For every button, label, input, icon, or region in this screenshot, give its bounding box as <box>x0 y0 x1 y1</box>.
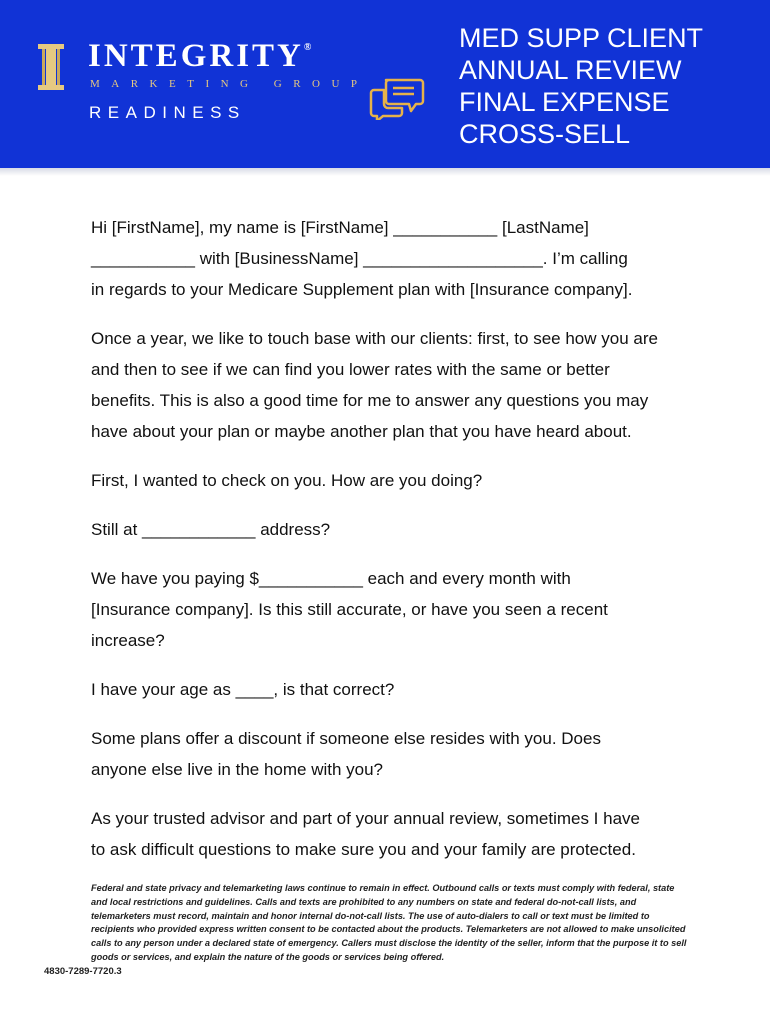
integrity-logo-icon <box>38 44 64 90</box>
title-line: CROSS-SELL <box>459 119 631 149</box>
document-number: 4830-7289-7720.3 <box>44 966 122 977</box>
document-title <box>459 22 759 150</box>
header-banner <box>0 0 770 168</box>
title-line: ANNUAL REVIEW <box>459 55 682 85</box>
script-purpose: Once a year, we like to touch base with our clients: first, to see how you are and then to see if we can find you lower rates with the same or better benefits. This is also a good time for me to answer any questions you may have about your plan or maybe another plan that you have heard about. <box>91 329 658 441</box>
script-age: I have your age as ____, is that correct? <box>91 680 395 699</box>
legal-disclaimer: Federal and state privacy and telemarketing laws continue to remain in effect. Outbound calls or texts must comply with federal, state and local restrictions and guidelines. Calls and texts are prohibited to any numbers on state and federal do-not-call lists, and telemarketers must record, maintain and honor internal do-not-call lists. The use of auto-dialers to call or text must be limited to recipients who provided express written consent to be contacted about the products. Telemarketers are not allowed to make unsolicited calls to any person under a declared state of emergency. Callers must disclose the identity of the seller, inform that the purpose it to sell goods or services, and explain the nature of the goods or services being offered. <box>91 883 687 962</box>
script-household: Some plans offer a discount if someone else resides with you. Does anyone else live in the home with you? <box>91 729 601 779</box>
brand-name-text: INTEGRITY <box>88 38 304 74</box>
registered-mark: ® <box>303 42 312 53</box>
script-advisor: As your trusted advisor and part of your annual review, sometimes I have to ask difficult questions to make sure you and your family are protected. <box>91 809 640 859</box>
script-check-in: First, I wanted to check on you. How are you doing? <box>91 471 483 490</box>
banner-shadow <box>0 168 770 176</box>
brand-subtitle: MARKETING GROUP <box>90 78 369 90</box>
title-line: MED SUPP CLIENT <box>459 23 704 53</box>
script-address: Still at ____________ address? <box>91 520 331 539</box>
chat-bubbles-icon <box>366 76 426 120</box>
program-name: READINESS <box>89 103 246 122</box>
script-premium: We have you paying $___________ each and every month with [Insurance company]. Is this still accurate, or have you seen a recent increase? <box>91 569 608 650</box>
script-intro: Hi [FirstName], my name is [FirstName] ___________ [LastName] ___________ with [BusinessName] ___________________. I’m calling in regards to your Medicare Supplement plan with [Insurance company]. <box>91 218 633 299</box>
call-script <box>91 212 711 883</box>
title-line: FINAL EXPENSE <box>459 87 670 117</box>
brand-name <box>88 38 311 75</box>
